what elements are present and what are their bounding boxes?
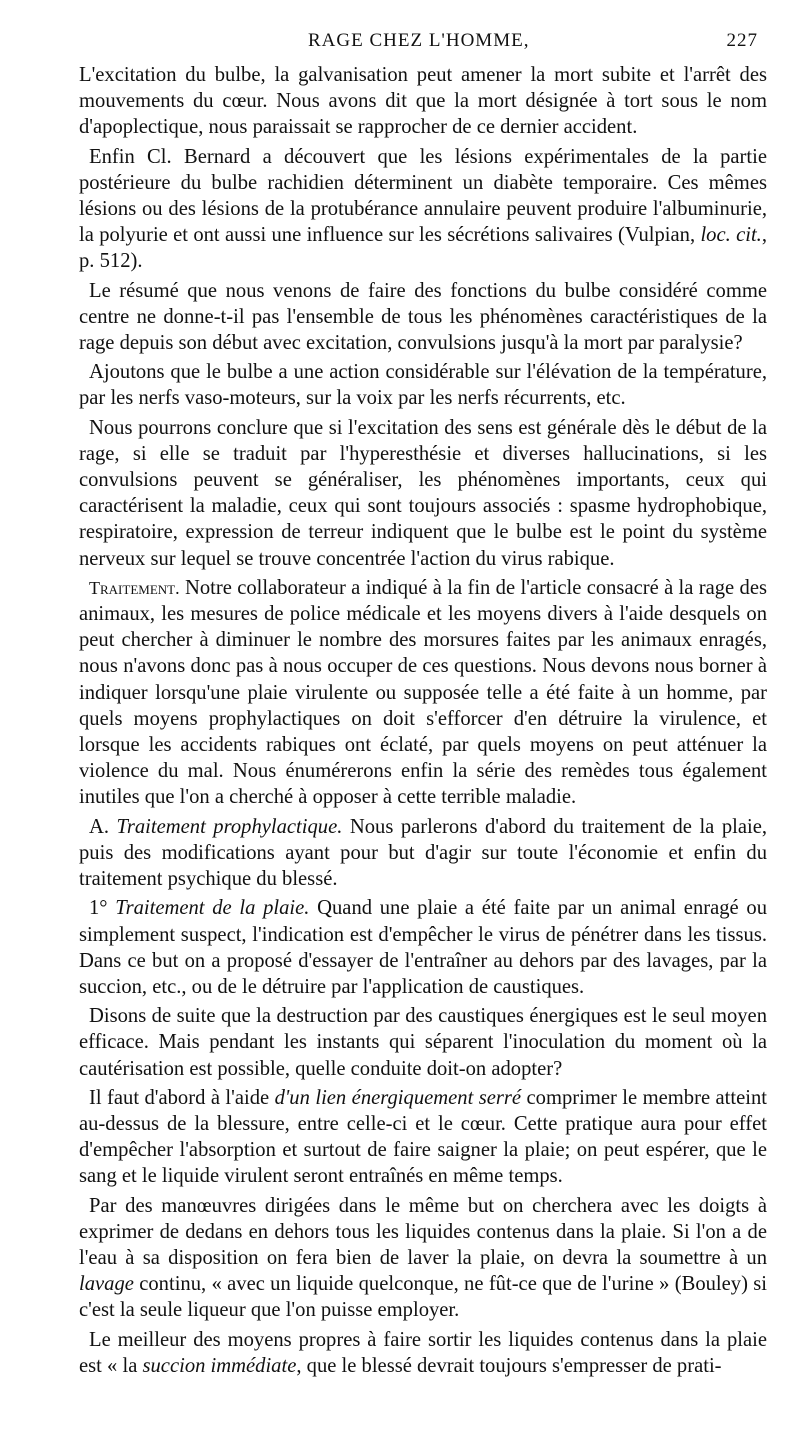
section-heading: Traitement de la plaie.	[115, 897, 310, 920]
paragraph: L'excitation du bulbe, la galvanisation peut amener la mort subite et l'arrêt des mouvements du cœur. Nous avons dit que la mort désignée à tort sous le nom d'apoplectique, nous paraissait se rapprocher de ce dernier accident.	[79, 64, 767, 139]
paragraph: Disons de suite que la destruction par des caustiques énergiques est le seul moyen efficace. Mais pendant les instants qui séparent l'inoculation du moment où la cautérisation est possible, quelle conduite doit-on adopter?	[79, 1005, 767, 1080]
section-heading: Traitement prophylactique.	[116, 815, 343, 838]
section-number: 1°	[89, 897, 108, 920]
paragraph: Le meilleur des moyens propres à faire sortir les liquides contenus dans la plaie est « la succion immédiate, que le blessé devrait toujours s'empresser de prati-	[79, 1328, 767, 1377]
paragraph: Enfin Cl. Bernard a découvert que les lésions expérimentales de la partie postérieure du bulbe rachidien déterminent un diabète temporaire. Ces mêmes lésions ou des lésions de la protubérance annulaire peuvent produire l'albuminurie, la polyurie et ont aussi une influence sur les sécrétions salivaires (Vulpian, loc. cit., p. 512).	[79, 145, 767, 273]
paragraph: Ajoutons que le bulbe a une action considérable sur l'élévation de la température, par les nerfs vaso-moteurs, sur la voix par les nerfs récurrents, etc.	[79, 361, 767, 410]
paragraph: A. Traitement prophylactique. Nous parlerons d'abord du traitement de la plaie, puis des modifications ayant pour but d'agir sur toute l'économie et enfin du traitement psychique du blessé.	[79, 815, 767, 891]
paragraph: 1° Traitement de la plaie. Quand une plaie a été faite par un animal enragé ou simplement suspect, l'indication est d'empêcher le virus de pénétrer dans les tissus. Dans ce but on a proposé d'essayer de l'entraîner au dehors par des lavages, par la succion, etc., ou de le détruire par l'application de caustiques.	[79, 897, 767, 998]
body-text	[79, 62, 767, 1382]
paragraph: Par des manœuvres dirigées dans le même but on cherchera avec les doigts à exprimer de dedans en dehors tous les liquides contenus dans la plaie. Si l'on a de l'eau à sa disposition on fera bien de laver la plaie, on devra la soumettre à un lavage continu, « avec un liquide quelconque, ne fût-ce que de l'urine » (Bouley) si c'est la seule liqueur que l'on puisse employer.	[79, 1194, 767, 1322]
paragraph: Il faut d'abord à l'aide d'un lien énergiquement serré comprimer le membre atteint au-dessus de la blessure, entre celle-ci et le cœur. Cette pratique aura pour effet d'empêcher l'absorption et surtout de faire saigner la plaie; on peut espérer, que le sang et le liquide virulent seront entraînés en même temps.	[79, 1086, 767, 1188]
page-number: 227	[726, 30, 758, 51]
paragraph: Nous pourrons conclure que si l'excitation des sens est générale dès le début de la rage, si elle se traduit par l'hyperesthésie et diverses hallucinations, si les convulsions peuvent se généraliser, les phénomènes importants, ceux qui caractérisent la maladie, ceux qui sont toujours associés : spasme hydrophobique, respiratoire, expression de terreur indiquent que le bulbe est le point du système nerveux sur lequel se trouve concentrée l'action du virus rabique.	[79, 416, 767, 570]
citation: loc. cit.	[700, 224, 762, 247]
section-letter: A.	[89, 815, 110, 838]
paragraph: Le résumé que nous venons de faire des fonctions du bulbe considéré comme centre ne donne-t-il pas l'ensemble de tous les phénomènes caractéristiques de la rage depuis son début avec excitation, convulsions jusqu'à la mort par paralysie?	[79, 279, 767, 355]
paragraph: Traitement. Notre collaborateur a indiqué à la fin de l'article consacré à la rage des animaux, les mesures de police médicale et les moyens divers à l'aide desquels on peut chercher à diminuer le nombre des morsures faites par les animaux enragés, nous n'avons donc pas à nous occuper de ces questions. Nous devons nous borner à indiquer lorsqu'une plaie virulente ou supposée telle a été faite à un homme, par quels moyens prophylactiques on doit s'efforcer d'en détruire la virulence, et lorsque les accidents rabiques ont éclaté, par quels moyens on peut atténuer la violence du mal. Nous énumérerons enfin la série des remèdes tous également inutiles que l'on a cherché à opposer à cette terrible maladie.	[79, 576, 767, 809]
running-head-title: RAGE CHEZ L'HOMME,	[308, 30, 530, 51]
emphasis: succion immédiate	[142, 1354, 297, 1377]
emphasis: d'un lien énergiquement serré	[274, 1086, 522, 1109]
section-label: Traitement.	[89, 577, 180, 598]
emphasis: lavage	[79, 1273, 134, 1296]
running-head	[0, 30, 800, 56]
